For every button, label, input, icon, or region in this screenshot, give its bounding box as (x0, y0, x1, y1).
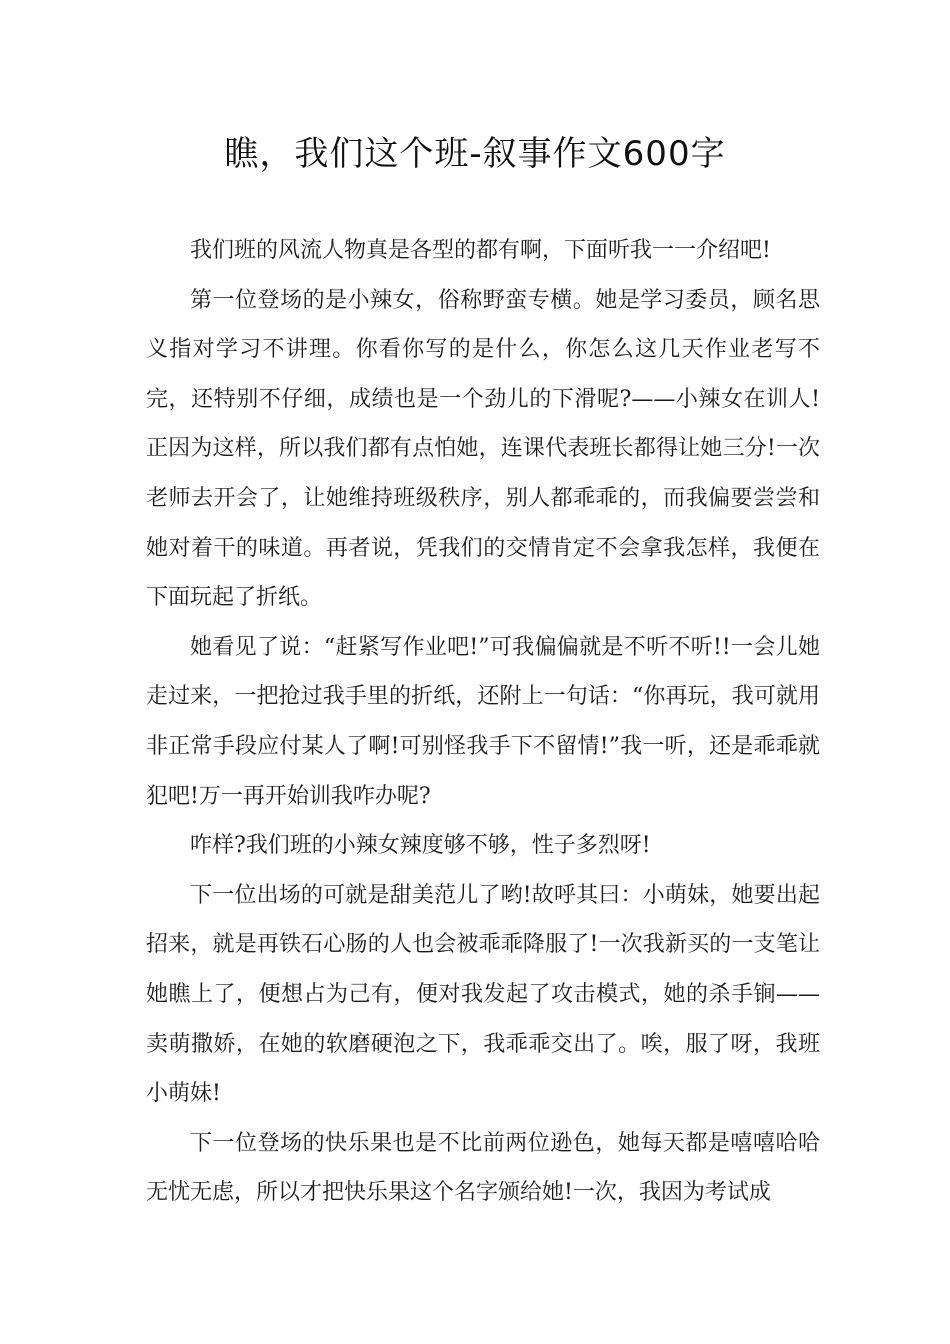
essay-title: 瞧，我们这个班-叙事作文600字 (224, 134, 726, 174)
paragraph: 第一位登场的是小辣女，俗称野蛮专横。她是学习委员，顾名思义指对学习不讲理。你看你写的是什么，你怎么这几天作业老写不完，还特别不仔细，成绩也是一个劲儿的下滑呢?——小辣女在训人!正因为这样，所以我们都有点怕她，连课代表班长都得让她三分!一次老师去开会了，让她维持班级秩序，别人都乖乖的，而我偏要尝尝和她对着干的味道。再者说，凭我们的交情肯定不会拿我怎样，我便在下面玩起了折纸。 (146, 287, 820, 611)
paragraph: 她看见了说：“赶紧写作业吧!”可我偏偏就是不听不听!!一会儿她走过来，一把抢过我手里的折纸，还附上一句话：“你再玩，我可就用非正常手段应付某人了啊!可别怪我手下不留情!”我一听，还是乖乖就犯吧!万一再开始训我咋办呢? (146, 634, 820, 809)
paragraph: 咋样?我们班的小辣女辣度够不够，性子多烈呀! (190, 833, 651, 859)
paragraph: 下一位出场的可就是甜美范儿了哟!故呼其曰：小萌妹，她要出起招来，就是再铁石心肠的人也会被乖乖降服了!一次我新买的一支笔让她瞧上了，便想占为己有，便对我发起了攻击模式，她的杀手锏——卖萌撒娇，在她的软磨硬泡之下，我乖乖交出了。唉，服了呀，我班小萌妹! (146, 882, 820, 1107)
essay-body (146, 226, 820, 1218)
paragraph: 我们班的风流人物真是各型的都有啊，下面听我一一介绍吧! (190, 238, 771, 263)
paragraph: 下一位登场的快乐果也是不比前两位逊色，她每天都是嘻嘻哈哈无忧无虑，所以才把快乐果这个名字颁给她!一次，我因为考试成 (146, 1130, 820, 1206)
